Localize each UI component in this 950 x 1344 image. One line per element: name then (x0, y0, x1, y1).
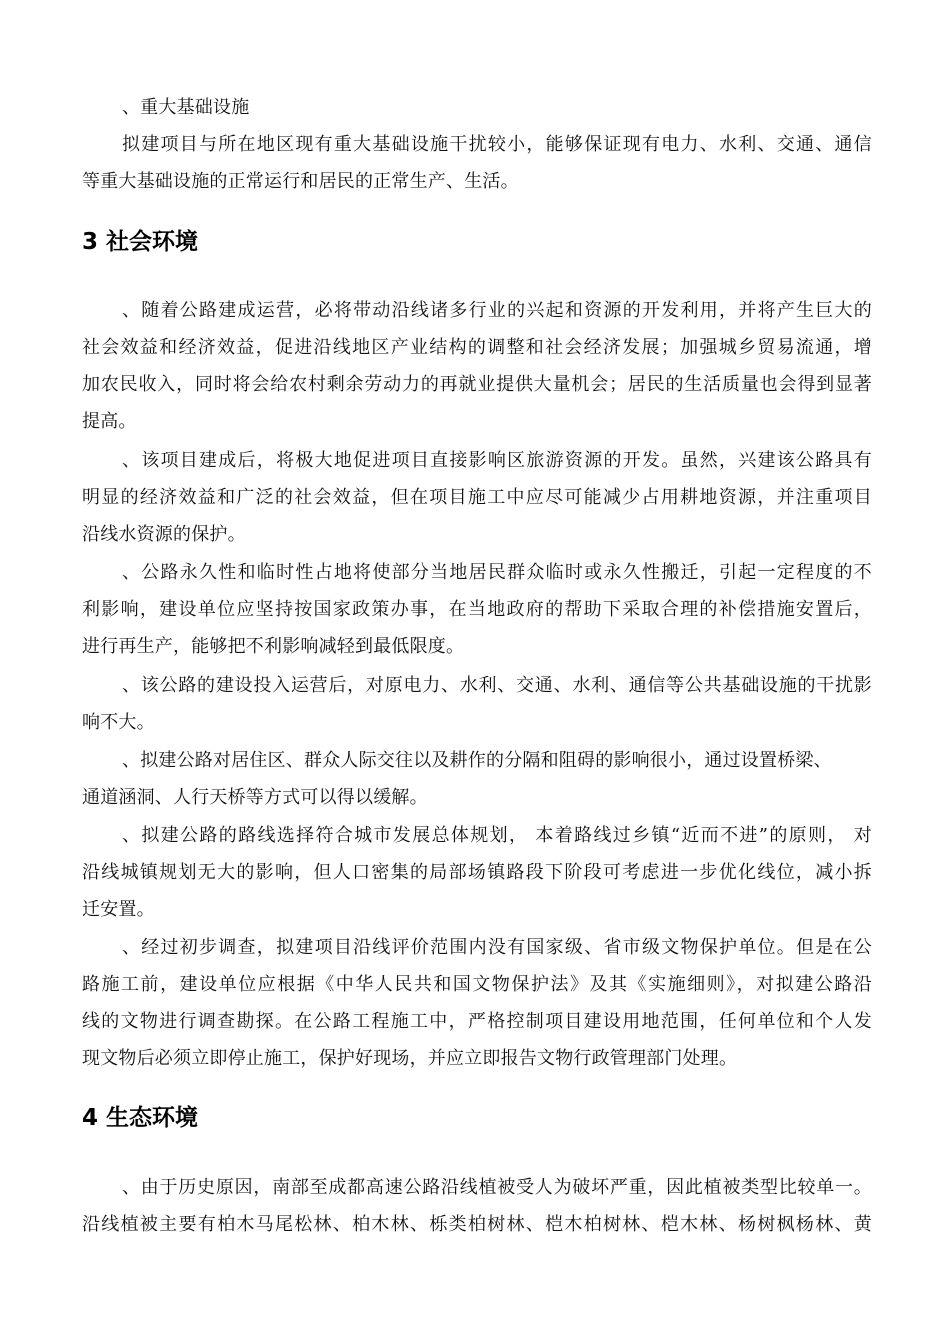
paragraph-line: 、拟建公路的路线选择符合城市发展总体规划， 本着路线过乡镇“近而不进”的原则， 对 (122, 825, 872, 846)
paragraph-line: 现文物后必须立即停止施工，保护好现场，并应立即报告文物行政管理部门处理。 (82, 1048, 738, 1069)
paragraph-line: 通道涵洞、人行天桥等方式可以得以缓解。 (82, 787, 428, 808)
paragraph-line: 拟建项目与所在地区现有重大基础设施干扰较小，能够保证现有电力、水利、交通、通信 (122, 134, 872, 155)
paragraph-line: 、随着公路建成运营，必将带动沿线诸多行业的兴起和资源的开发利用，并将产生巨大的 (122, 300, 872, 321)
paragraph-line: 、拟建公路对居住区、群众人际交往以及耕作的分隔和阻碍的影响很小，通过设置桥梁、 (122, 750, 832, 771)
paragraph-line: 、公路永久性和临时性占地将使部分当地居民群众临时或永久性搬迁，引起一定程度的不 (122, 562, 872, 583)
paragraph-line: 等重大基础设施的正常运行和居民的正常生产、生活。 (82, 171, 519, 192)
paragraph-line: 、该公路的建设投入运营后，对原电力、水利、交通、水利、通信等公共基础设施的干扰影 (122, 675, 872, 696)
paragraph-line: 、该项目建成后，将极大地促进项目直接影响区旅游资源的开发。虽然，兴建该公路具有 (122, 450, 872, 471)
paragraph-line: 响不大。 (82, 712, 155, 733)
paragraph-line: 沿线水资源的保护。 (82, 524, 246, 545)
paragraph-line: 、由于历史原因，南部至成都高速公路沿线植被受人为破坏严重，因此植被类型比较单一。 (122, 1177, 872, 1198)
paragraph-line: 提高。 (82, 411, 137, 432)
paragraph-line: 沿线城镇规划无大的影响，但人口密集的局部场镇路段下阶段可考虑进一步优化线位，减小拆 (82, 862, 872, 883)
section-heading-social: 3 社会环境 (82, 229, 199, 255)
paragraph-line: 明显的经济效益和广泛的社会效益，但在项目施工中应尽可能减少占用耕地资源，并注重项目 (82, 487, 872, 508)
paragraph-line: 路施工前，建设单位应根据《中华人民共和国文物保护法》及其《实施细则》，对拟建公路沿 (82, 974, 872, 995)
section-heading-ecology: 4 生态环境 (82, 1105, 199, 1131)
paragraph-line: 进行再生产，能够把不利影响减轻到最低限度。 (82, 636, 465, 657)
paragraph-line: 社会效益和经济效益，促进沿线地区产业结构的调整和社会经济发展；加强城乡贸易流通，增 (82, 337, 872, 358)
item-title-infrastructure: 、重大基础设施 (122, 97, 250, 118)
paragraph-line: 沿线植被主要有柏木马尾松林、柏木林、栎类柏树林、桤木柏树林、桤木林、杨树枫杨林、黄 (82, 1214, 872, 1235)
paragraph-line: 线的文物进行调查勘探。在公路工程施工中，严格控制项目建设用地范围，任何单位和个人发 (82, 1011, 872, 1032)
paragraph-line: 、经过初步调查，拟建项目沿线评价范围内没有国家级、省市级文物保护单位。但是在公 (122, 937, 872, 958)
paragraph-line: 利影响，建设单位应坚持按国家政策办事，在当地政府的帮助下采取合理的补偿措施安置后， (82, 599, 872, 620)
paragraph-line: 加农民收入，同时将会给农村剩余劳动力的再就业提供大量机会；居民的生活质量也会得到显著 (82, 374, 872, 395)
paragraph-line: 迁安置。 (82, 899, 155, 920)
